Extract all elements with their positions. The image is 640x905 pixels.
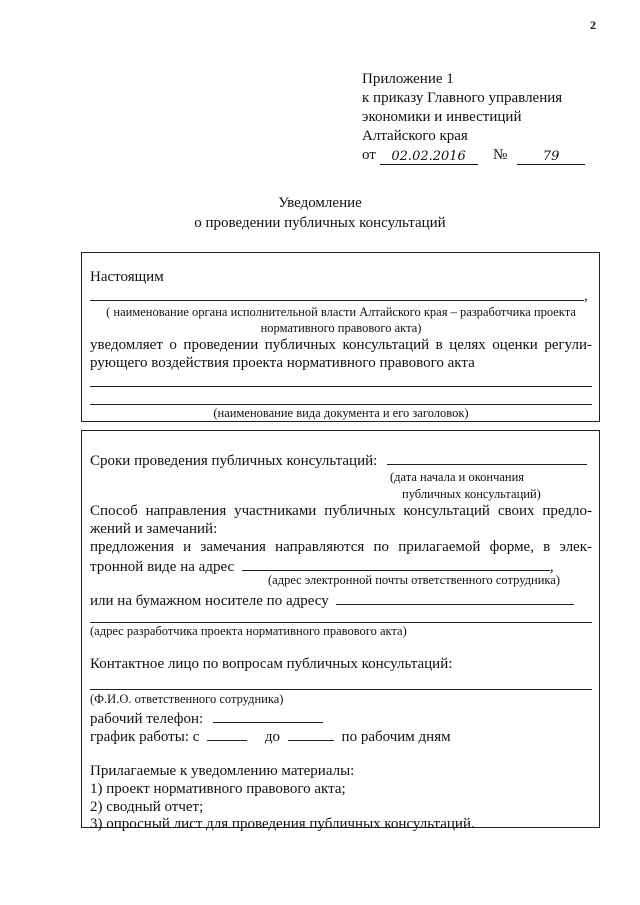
title-line-2: о проведении публичных консультаций <box>194 215 446 231</box>
paper-row <box>90 591 574 610</box>
appendix-block <box>362 70 585 165</box>
address-line <box>90 622 592 623</box>
phone-label: рабочий телефон: <box>90 711 204 727</box>
period-label: Сроки проведения публичных консультаций: <box>90 453 378 469</box>
appendix-line-4: Алтайского края <box>362 128 468 144</box>
period-note-2: публичных консультаций) <box>402 487 541 501</box>
contact-line <box>90 689 592 690</box>
notice-title <box>0 193 640 233</box>
period-line <box>387 451 587 465</box>
order-number: 79 <box>517 147 585 165</box>
method-line-1: Способ направления участниками публичных консультаций своих предло- <box>90 503 592 519</box>
schedule-end: по рабочим дням <box>341 729 451 745</box>
order-date: 02.02.2016 <box>380 147 478 165</box>
notify-line-1: уведомляет о проведении публичных консультаций в целях оценки регули- <box>90 337 592 353</box>
paper-label: или на бумажном носителе по адресу <box>90 593 329 609</box>
paper-address-line <box>336 591 574 605</box>
method-line-2: жений и замечаний: <box>90 521 218 537</box>
phone-line <box>213 709 323 723</box>
page-number: 2 <box>590 18 596 32</box>
attachments-title: Прилагаемые к уведомлению материалы: <box>90 763 355 779</box>
appendix-date-row <box>362 146 585 165</box>
phone-row <box>90 709 323 728</box>
schedule-row <box>90 727 451 746</box>
hereby-label: Настоящим <box>90 269 164 285</box>
developer-name-line <box>90 300 584 301</box>
notify-line-2: рующего воздействия проекта нормативного правового акта <box>90 355 475 371</box>
address-note: (адрес разработчика проекта нормативного правового акта) <box>90 624 407 638</box>
doc-name-line-2 <box>90 404 592 405</box>
developer-comma: , <box>584 288 588 304</box>
period-row <box>90 451 587 470</box>
developer-note-2: нормативного правового акта) <box>260 321 422 335</box>
fio-note: (Ф.И.О. ответственного сотрудника) <box>90 692 284 706</box>
email-line <box>242 557 550 571</box>
appendix-line-1: Приложение 1 <box>362 71 454 87</box>
schedule-from: график работы: с <box>90 729 200 745</box>
appendix-line-3: экономики и инвестиций <box>362 109 522 125</box>
appendix-line-2: к приказу Главного управления <box>362 90 563 106</box>
attachment-1: 1) проект нормативного правового акта; <box>90 781 346 797</box>
date-prefix: от <box>362 147 376 163</box>
email-note: (адрес электронной почты ответственного сотрудника) <box>268 573 561 587</box>
method-line-3: предложения и замечания направляются по прилагаемой форме, в элек- <box>90 539 592 555</box>
developer-note-1: ( наименование органа исполнительной власти Алтайского края – разработчика проекта <box>106 305 576 319</box>
method-line-4: тронной виде на адрес <box>90 559 235 575</box>
doc-name-line-1 <box>90 386 592 387</box>
period-note-1: (дата начала и окончания <box>390 470 525 484</box>
email-comma: , <box>549 559 554 575</box>
title-line-1: Уведомление <box>278 195 362 211</box>
schedule-to: до <box>264 729 281 745</box>
schedule-to-line <box>288 727 334 741</box>
doc-note: (наименование вида документа и его заголовок) <box>213 406 469 420</box>
number-prefix: № <box>493 147 508 163</box>
schedule-from-line <box>207 727 247 741</box>
attachment-3: 3) опросный лист для проведения публичных консультаций. <box>90 816 475 832</box>
contact-label: Контактное лицо по вопросам публичных консультаций: <box>90 656 453 672</box>
attachment-2: 2) сводный отчет; <box>90 799 204 815</box>
